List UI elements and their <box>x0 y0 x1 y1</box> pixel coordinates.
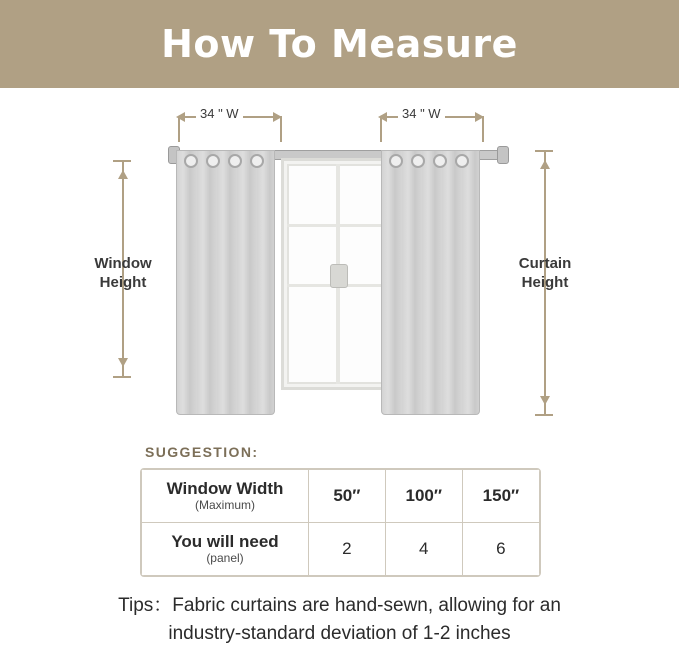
grommet-icon <box>250 154 264 168</box>
rowhead-text: You will need <box>171 532 279 552</box>
window-height-label-line1: Window <box>94 255 152 272</box>
grommet-icon <box>455 154 469 168</box>
grommet-icon <box>389 154 403 168</box>
grommet-icon <box>206 154 220 168</box>
grommet-icon <box>411 154 425 168</box>
curtain-panel-left <box>176 150 275 415</box>
table-rowhead-window-width <box>142 470 309 523</box>
tips-line-2: industry-standard deviation of 1-2 inches <box>168 622 511 644</box>
measurement-diagram <box>0 88 679 438</box>
rowhead-text: Window Width <box>166 479 284 499</box>
curtain-height-label-line2: Height <box>521 273 569 291</box>
suggestion-table <box>140 468 541 577</box>
grommet-icon <box>228 154 242 168</box>
window-height-tick-bottom <box>113 376 131 378</box>
table-row <box>142 523 540 576</box>
table-cell-panels-2: 2 <box>309 523 386 576</box>
window-height-label-line2: Height <box>99 273 147 291</box>
table-cell-panels-6: 6 <box>462 523 539 576</box>
width-tick-left-b <box>280 116 282 142</box>
curtain-height-arrow-up <box>540 160 550 169</box>
width-label-left: 34 " W <box>196 106 243 121</box>
tips-block <box>0 592 679 647</box>
table-cell-width-50: 50″ <box>309 470 386 523</box>
suggestion-label: SUGGESTION: <box>145 444 259 460</box>
window-height-arrow-up <box>118 170 128 179</box>
curtain-height-tick-bottom <box>535 414 553 416</box>
width-tick-right-b <box>482 116 484 142</box>
window-handle-icon <box>330 264 348 288</box>
page-title: How To Measure <box>161 22 518 66</box>
width-tick-left-a <box>178 116 180 142</box>
curtain-rod-cap-right <box>497 146 509 164</box>
table-row <box>142 470 540 523</box>
rowhead-subtext: (panel) <box>206 550 244 565</box>
table-rowhead-you-will-need <box>142 523 309 576</box>
curtain-height-tick-top <box>535 150 553 152</box>
rowhead-subtext: (Maximum) <box>195 497 255 512</box>
width-tick-right-a <box>380 116 382 142</box>
curtain-height-arrow-down <box>540 396 550 405</box>
tips-line-1: Fabric curtains are hand-sewn, allowing for an <box>172 595 561 616</box>
curtain-height-label-line1: Curtain <box>518 255 572 272</box>
window-height-tick-top <box>113 160 131 162</box>
table-cell-width-100: 100″ <box>385 470 462 523</box>
width-label-right: 34 " W <box>398 106 445 121</box>
window-mullion-horizontal-1 <box>287 224 387 227</box>
tips-key: Tips： <box>118 595 173 616</box>
grommet-icon <box>433 154 447 168</box>
window-height-arrow-down <box>118 358 128 367</box>
grommet-icon <box>184 154 198 168</box>
curtain-panel-right <box>381 150 480 415</box>
header-banner <box>0 0 679 88</box>
table-cell-panels-4: 4 <box>385 523 462 576</box>
table-cell-width-150: 150″ <box>462 470 539 523</box>
